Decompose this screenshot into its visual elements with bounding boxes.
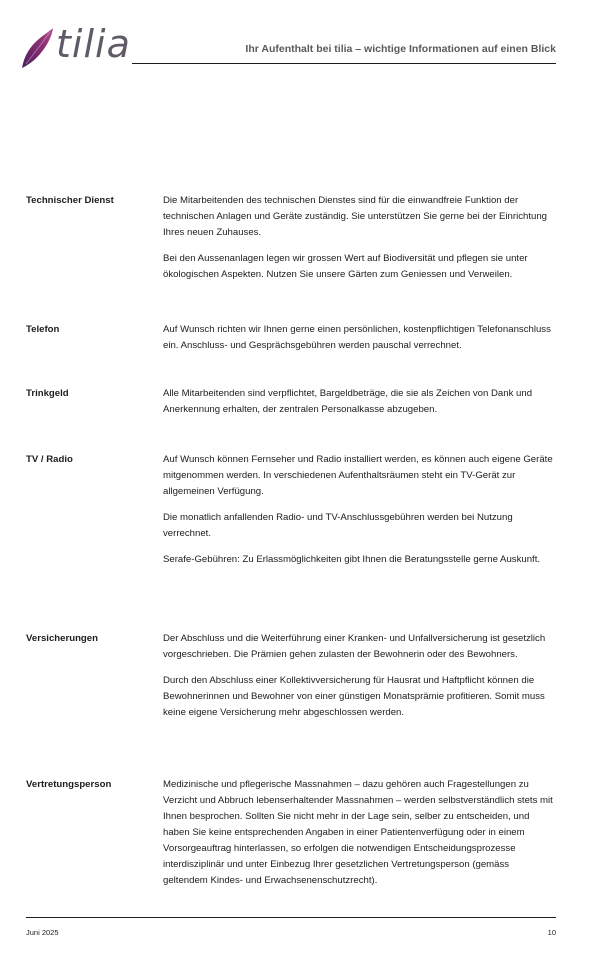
section-description [163,386,556,418]
page-number: 10 [547,928,556,937]
section-term: Telefon [26,324,60,335]
tilia-logo [20,22,130,74]
section-description [163,777,556,889]
paragraph: Die Mitarbeitenden des technischen Dienstes sind für die einwandfreie Funktion der technischen Anlagen und Geräte zuständig. Sie unterstützen Sie gerne bei der Einrichtung Ihres neuen Zuhauses. [163,195,548,238]
paragraph: Die monatlich anfallenden Radio- und TV-Anschlussgebühren werden bei Nutzung verrechnet. [163,512,513,539]
section-term: Technischer Dienst [26,195,114,206]
paragraph: Der Abschluss und die Weiterführung einer Kranken- und Unfallversicherung ist gesetzlich vorgeschrieben. Die Prämien gehen zulasten der Bewohnerin oder des Bewohners. [163,633,546,660]
paragraph: Durch den Abschluss einer Kollektivversicherung für Hausrat und Haftpflicht können die Bewohnerinnen und Bewohner von einer günstigen Monatsprämie profitieren. Somit muss keine eigene Versicherung mehr abgeschlossen werden. [163,675,545,718]
paragraph: Auf Wunsch richten wir Ihnen gerne einen persönlichen, kostenpflichtigen Telefonanschluss ein. Anschluss- und Gesprächsgebühren werden pauschal verrechnet. [163,324,551,351]
footer-date: Juni 2025 [26,928,59,937]
section-term: TV / Radio [26,454,73,465]
section-term: Versicherungen [26,633,98,644]
section-description [163,193,556,283]
paragraph: Alle Mitarbeitenden sind verpflichtet, Bargeldbeträge, die sie als Zeichen von Dank und Anerkennung erhalten, der zentralen Personalkasse abzugeben. [163,388,533,415]
section-description [163,322,556,354]
leaf-logo-icon [20,26,54,70]
section-description [163,631,556,721]
paragraph: Auf Wunsch können Fernseher und Radio installiert werden, es können auch eigene Geräte mitgenommen werden. In verschiedenen Aufenthaltsräumen steht ein TV-Gerät zur allgemeinen Verfügung. [163,454,553,497]
paragraph: Medizinische und pflegerische Massnahmen – dazu gehören auch Fragestellungen zu Verzicht und Abbruch lebenserhaltender Massnahmen – werden selbstverständlich stets mit Ihnen besprochen. Sollten Sie nicht mehr in der Lage sein, selber zu entscheiden, und haben Sie keine entsprechenden Angaben in einer Patientenverfügung oder in einem Vorsorgeauftrag hinterlassen, so erfolgen die notwendigen Entscheidungsprozesse interdisziplinär und unter Einbezug Ihrer gesetzlichen Vertretungsperson (gemäss geltendem Kindes- und Erwachsenenschutzrecht). [163,779,553,886]
section-term: Vertretungsperson [26,779,112,790]
paragraph: Serafe-Gebühren: Zu Erlassmöglichkeiten gibt Ihnen die Beratungsstelle gerne Auskunft. [163,554,541,565]
section-term: Trinkgeld [26,388,69,399]
header-title: Ihr Aufenthalt bei tilia – wichtige Informationen auf einen Blick [245,43,556,55]
footer-divider [26,917,556,918]
section-description [163,452,556,568]
paragraph: Bei den Aussenanlagen legen wir grossen Wert auf Biodiversität und pflegen sie unter ökologischen Aspekten. Nutzen Sie unsere Gärten zum Geniessen und Verweilen. [163,253,528,280]
logo-wordmark: tilia [56,22,131,66]
header-divider [132,63,556,64]
